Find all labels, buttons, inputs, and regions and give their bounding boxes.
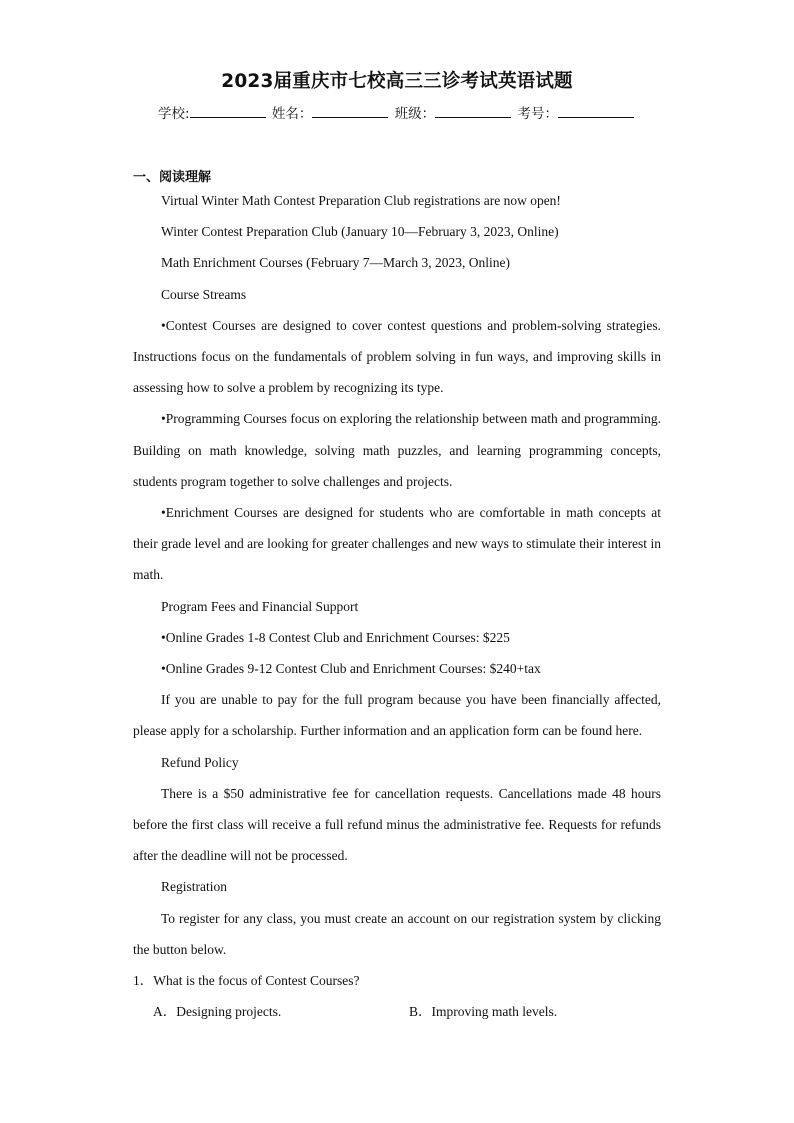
number-blank[interactable] [558, 105, 634, 118]
option-a[interactable]: A．Designing projects. [153, 1004, 282, 1020]
school-blank[interactable] [190, 105, 266, 118]
passage-line: Math Enrichment Courses (February 7—March 3, 2023, Online) [161, 255, 511, 271]
school-label: 学校: [158, 106, 190, 122]
passage-paragraph: •Contest Courses are designed to cover contest questions and problem-solving strategies. Instructions focus on the fundamentals of problem solving in fun ways, and improving skills in assessing how to solve a problem by recognizing its type. [133, 317, 661, 396]
question-options [133, 996, 661, 1027]
section-heading: 一、阅读理解 [133, 170, 212, 185]
question-stem: 1．What is the focus of Contest Courses? [133, 973, 360, 989]
exam-title: 2023届重庆市七校高三三诊考试英语试题 [221, 71, 573, 92]
reading-passage [133, 185, 661, 1027]
passage-paragraph: •Programming Courses focus on exploring the relationship between math and programming. Building on math knowledge, solving math puzzles, and learning programming concepts, students program together to solve challenges and projects. [133, 411, 661, 489]
passage-line: •Online Grades 9-12 Contest Club and Enrichment Courses: $240+tax [161, 661, 541, 677]
passage-subheading: Program Fees and Financial Support [161, 598, 359, 614]
option-b[interactable]: B．Improving math levels. [409, 1004, 558, 1020]
passage-paragraph: There is a $50 administrative fee for cancellation requests. Cancellations made 48 hours before the first class will receive a full refund minus the administrative fee. Requests for refunds after the deadline will not be processed. [133, 785, 661, 864]
passage-subheading: Registration [161, 879, 227, 895]
student-info-line [0, 102, 794, 122]
passage-subheading: Refund Policy [161, 754, 239, 770]
name-label: 姓名： [271, 106, 313, 122]
name-blank[interactable] [312, 105, 388, 118]
passage-line: Winter Contest Preparation Club (January 10—February 3, 2023, Online) [161, 224, 559, 240]
passage-line: Virtual Winter Math Contest Preparation Club registrations are now open! [161, 193, 561, 208]
passage-subheading: Course Streams [161, 286, 247, 302]
passage-line: •Online Grades 1-8 Contest Club and Enrichment Courses: $225 [161, 629, 510, 645]
passage-paragraph: To register for any class, you must create an account on our registration system by clicking the button below. [133, 910, 661, 957]
number-label: 考号： [517, 106, 558, 122]
class-label: 班级： [394, 106, 436, 122]
class-blank[interactable] [435, 105, 511, 118]
passage-paragraph: •Enrichment Courses are designed for students who are comfortable in math concepts at their grade level and are looking for greater challenges and new ways to stimulate their interest in math. [133, 505, 661, 583]
passage-paragraph: If you are unable to pay for the full program because you have been financially affected, please apply for a scholarship. Further information and an application form can be found here. [133, 692, 661, 739]
